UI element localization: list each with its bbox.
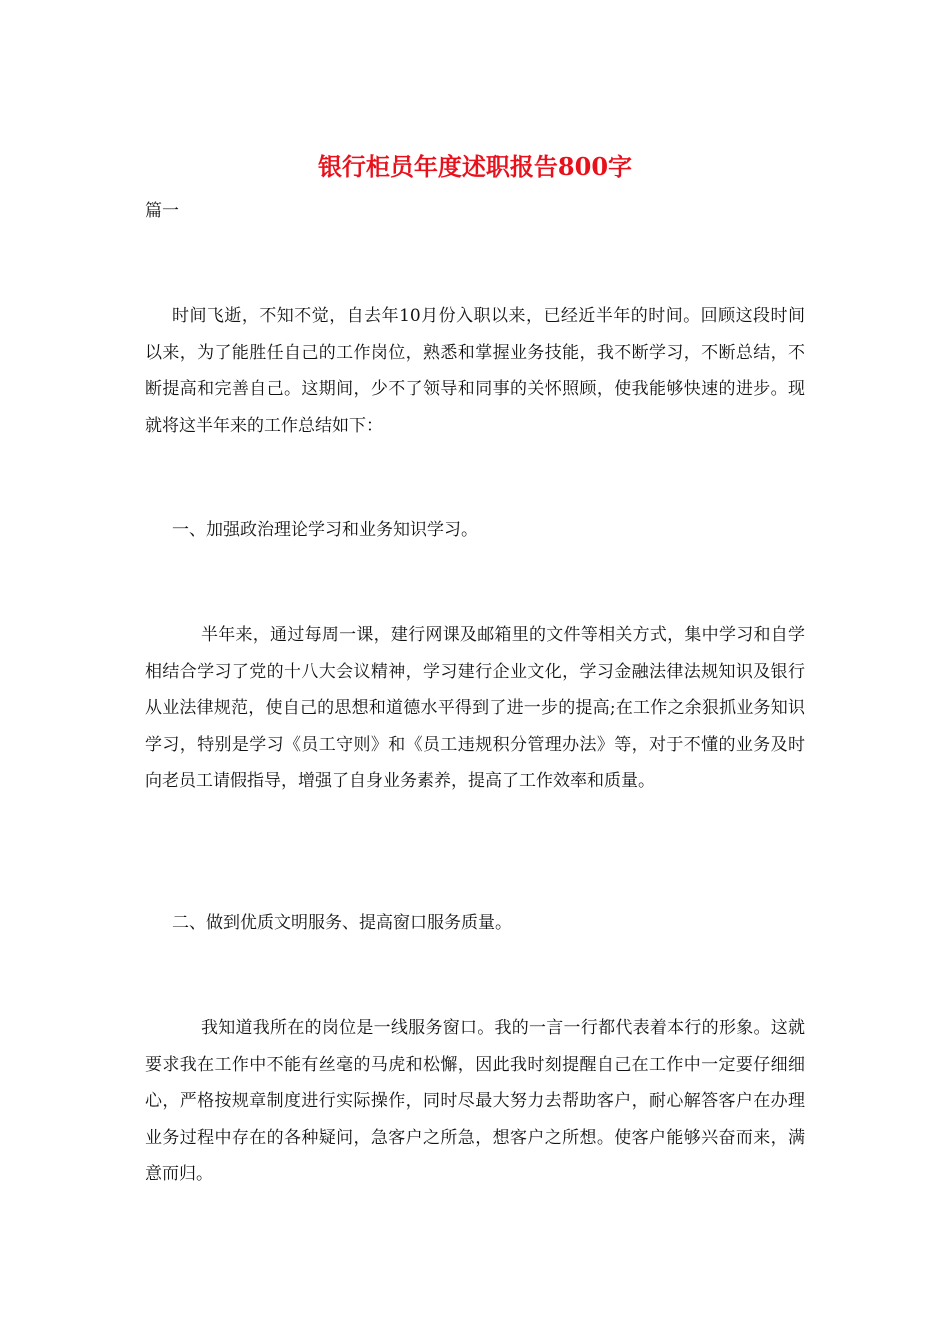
section-heading-2: 二、做到优质文明服务、提高窗口服务质量。 [172, 913, 512, 933]
paragraph-service: 我知道我所在的岗位是一线服务窗口。我的一言一行都代表着本行的形象。这就要求我在工作中不能有丝毫的马虎和松懈，因此我时刻提醒自己在工作中一定要仔细细心，严格按规章制度进行实际操作，同时尽最大努力去帮助客户，耐心解答客户在办理业务过程中存在的各种疑问，急客户之所急，想客户之所想。使客户能够兴奋而来，满意而归。 [145, 1018, 805, 1184]
section-heading-1: 一、加强政治理论学习和业务知识学习。 [172, 520, 478, 540]
paragraph-study: 半年来，通过每周一课，建行网课及邮箱里的文件等相关方式，集中学习和自学相结合学习了党的十八大会议精神，学习建行企业文化，学习金融法律法规知识及银行从业法律规范，使自己的思想和道德水平得到了进一步的提高;在工作之余狠抓业务知识学习，特别是学习《员工守则》和《员工违规积分管理办法》等，对于不懂的业务及时向老员工请假指导，增强了自身业务素养，提高了工作效率和质量。 [145, 625, 805, 791]
section-label: 篇一 [145, 201, 179, 221]
document-title: 银行柜员年度述职报告800字 [317, 152, 633, 181]
paragraph-intro: 时间飞逝，不知不觉，自去年10月份入职以来，已经近半年的时间。回顾这段时间以来，为了能胜任自己的工作岗位，熟悉和掌握业务技能，我不断学习，不断总结，不断提高和完善自己。这期间，少不了领导和同事的关怀照顾，使我能够快速的进步。现就将这半年来的工作总结如下： [145, 306, 805, 436]
